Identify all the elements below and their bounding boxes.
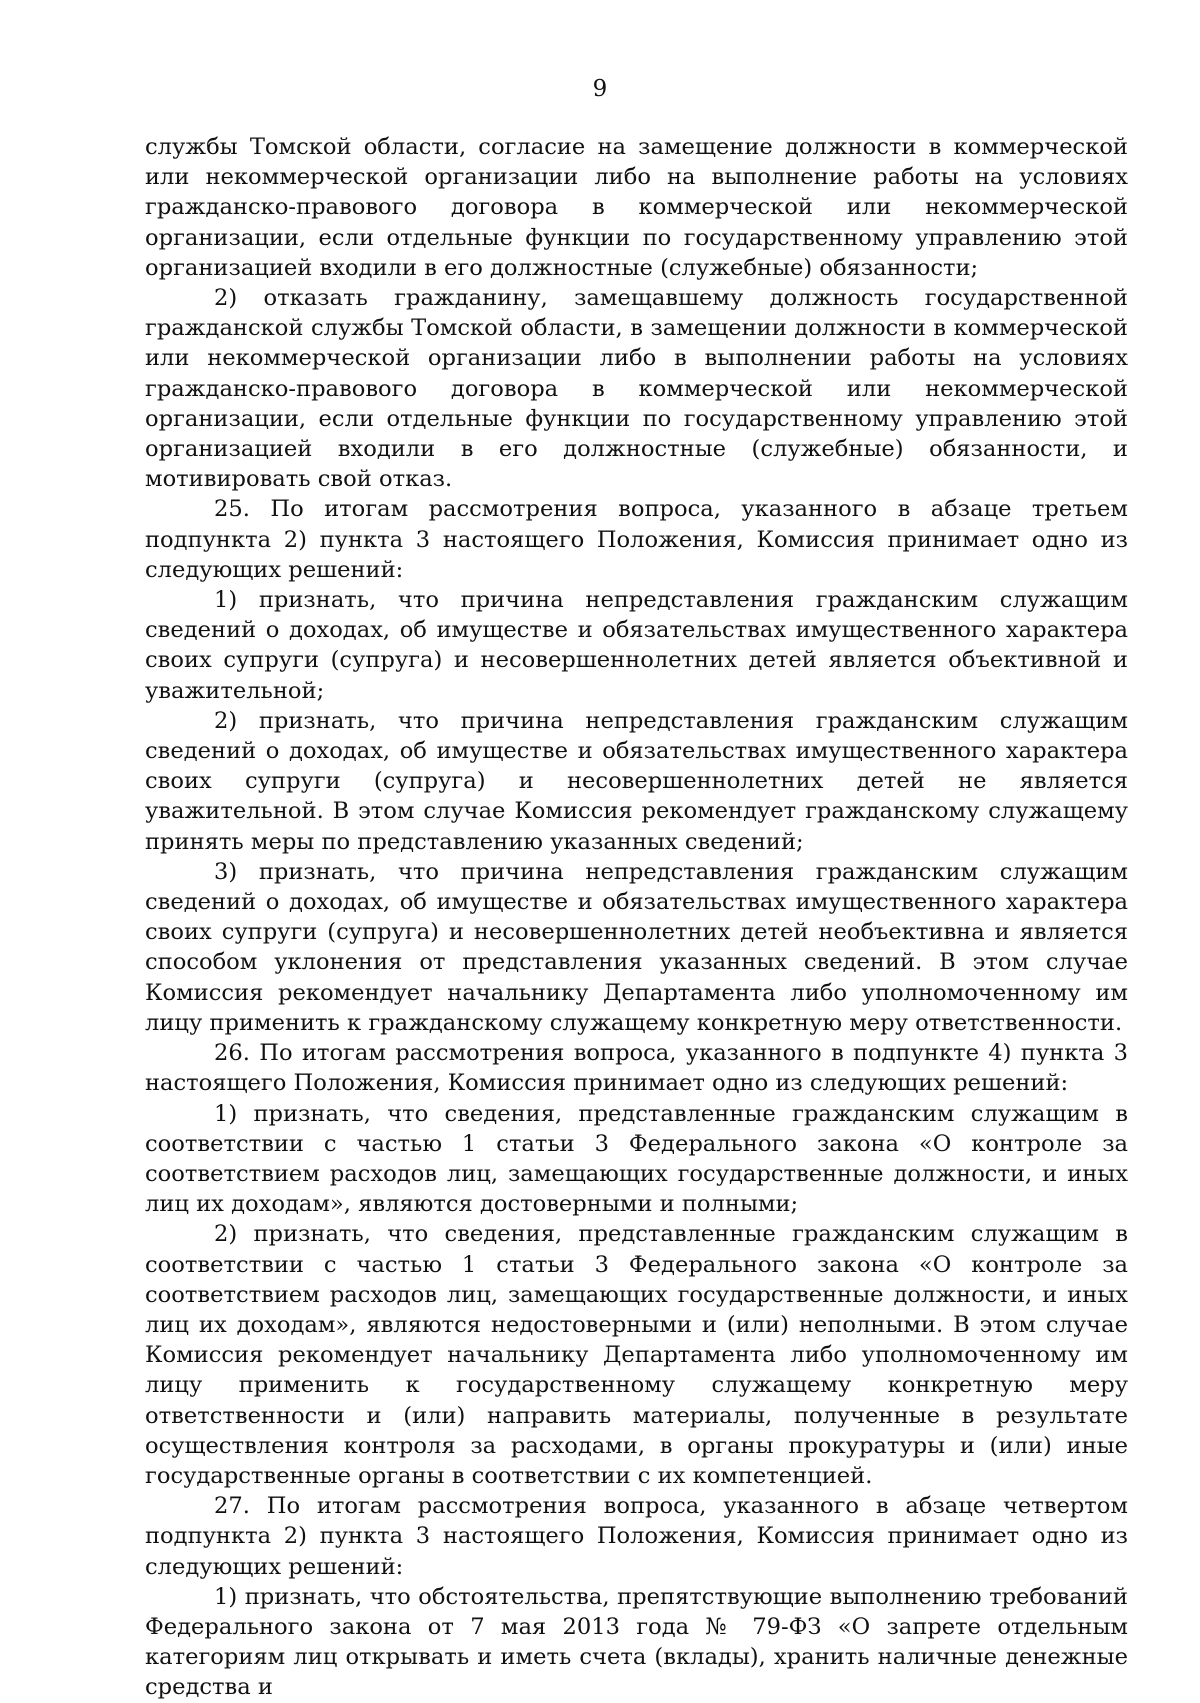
document-body [145, 132, 1128, 1703]
paragraph-27-item-1: 1) признать, что обстоятельства, препятствующие выполнению требований Федерального закона от 7 мая 2013 года № 79-ФЗ «О запрете отдельным категориям лиц открывать и иметь счета (вклады), хранить наличные денежные средства и [145, 1583, 1128, 1701]
paragraph-25-item-2: 2) признать, что причина непредставления гражданским служащим сведений о доходах, об имуществе и обязательствах имущественного характера своих супруги (супруга) и несовершеннолетних детей не является уважительной. В этом случае Комиссия рекомендует гражданскому служащему принять меры по представлению указанных сведений; [145, 707, 1128, 855]
paragraph-26-item-2: 2) признать, что сведения, представленные гражданским служащим в соответствии с частью 1 статьи 3 Федерального закона «О контроле за соответствием расходов лиц, замещающих государственные должности, и иных лиц их доходам», являются недостоверными и (или) неполными. В этом случае Комиссия рекомендует начальнику Департамента либо уполномоченному им лицу применить к государственному служащему конкретную меру ответственности и (или) направить материалы, полученные в результате осуществления контроля за расходами, в органы прокуратуры и (или) иные государственные органы в соответствии с их компетенцией. [145, 1221, 1128, 1489]
paragraph-25-item-1: 1) признать, что причина непредставления гражданским служащим сведений о доходах, об имуществе и обязательствах имущественного характера своих супруги (супруга) и несовершеннолетних детей является объективной и уважительной; [145, 587, 1128, 704]
paragraph-24-item-2: 2) отказать гражданину, замещавшему должность государственной гражданской службы Томской области, в замещении должности в коммерческой или некоммерческой организации либо в выполнении работы на условиях гражданско-правового договора в коммерческой или некоммерческой организации, если отдельные функции по государственному управлению этой организацией входили в его должностные (служебные) обязанности, и мотивировать свой отказ. [145, 285, 1128, 493]
paragraph-25: 25. По итогам рассмотрения вопроса, указанного в абзаце третьем подпункта 2) пункта 3 настоящего Положения, Комиссия принимает одно из следующих решений: [145, 496, 1128, 583]
paragraph-27: 27. По итогам рассмотрения вопроса, указанного в абзаце четвертом подпункта 2) пункта 3 настоящего Положения, Комиссия принимает одно из следующих решений: [145, 1493, 1128, 1580]
page-number: 9 [592, 76, 608, 102]
paragraph-26: 26. По итогам рассмотрения вопроса, указанного в подпункте 4) пункта 3 настоящего Положения, Комиссия принимает одно из следующих решений: [145, 1040, 1128, 1097]
paragraph-26-item-1: 1) признать, что сведения, представленные гражданским служащим в соответствии с частью 1 статьи 3 Федерального закона «О контроле за соответствием расходов лиц, замещающих государственные должности, и иных лиц их доходам», являются достоверными и полными; [145, 1100, 1128, 1218]
paragraph-continuation: службы Томской области, согласие на замещение должности в коммерческой или некоммерческой организации либо на выполнение работы на условиях гражданско-правового договора в коммерческой или некоммерческой организации, если отдельные функции по государственному управлению этой организацией входили в его должностные (служебные) обязанности; [145, 134, 1128, 281]
paragraph-25-item-3: 3) признать, что причина непредставления гражданским служащим сведений о доходах, об имуществе и обязательствах имущественного характера своих супруги (супруга) и несовершеннолетних детей необъективна и является способом уклонения от представления указанных сведений. В этом случае Комиссия рекомендует начальнику Департамента либо уполномоченному им лицу применить к гражданскому служащему конкретную меру ответственности. [145, 858, 1128, 1036]
